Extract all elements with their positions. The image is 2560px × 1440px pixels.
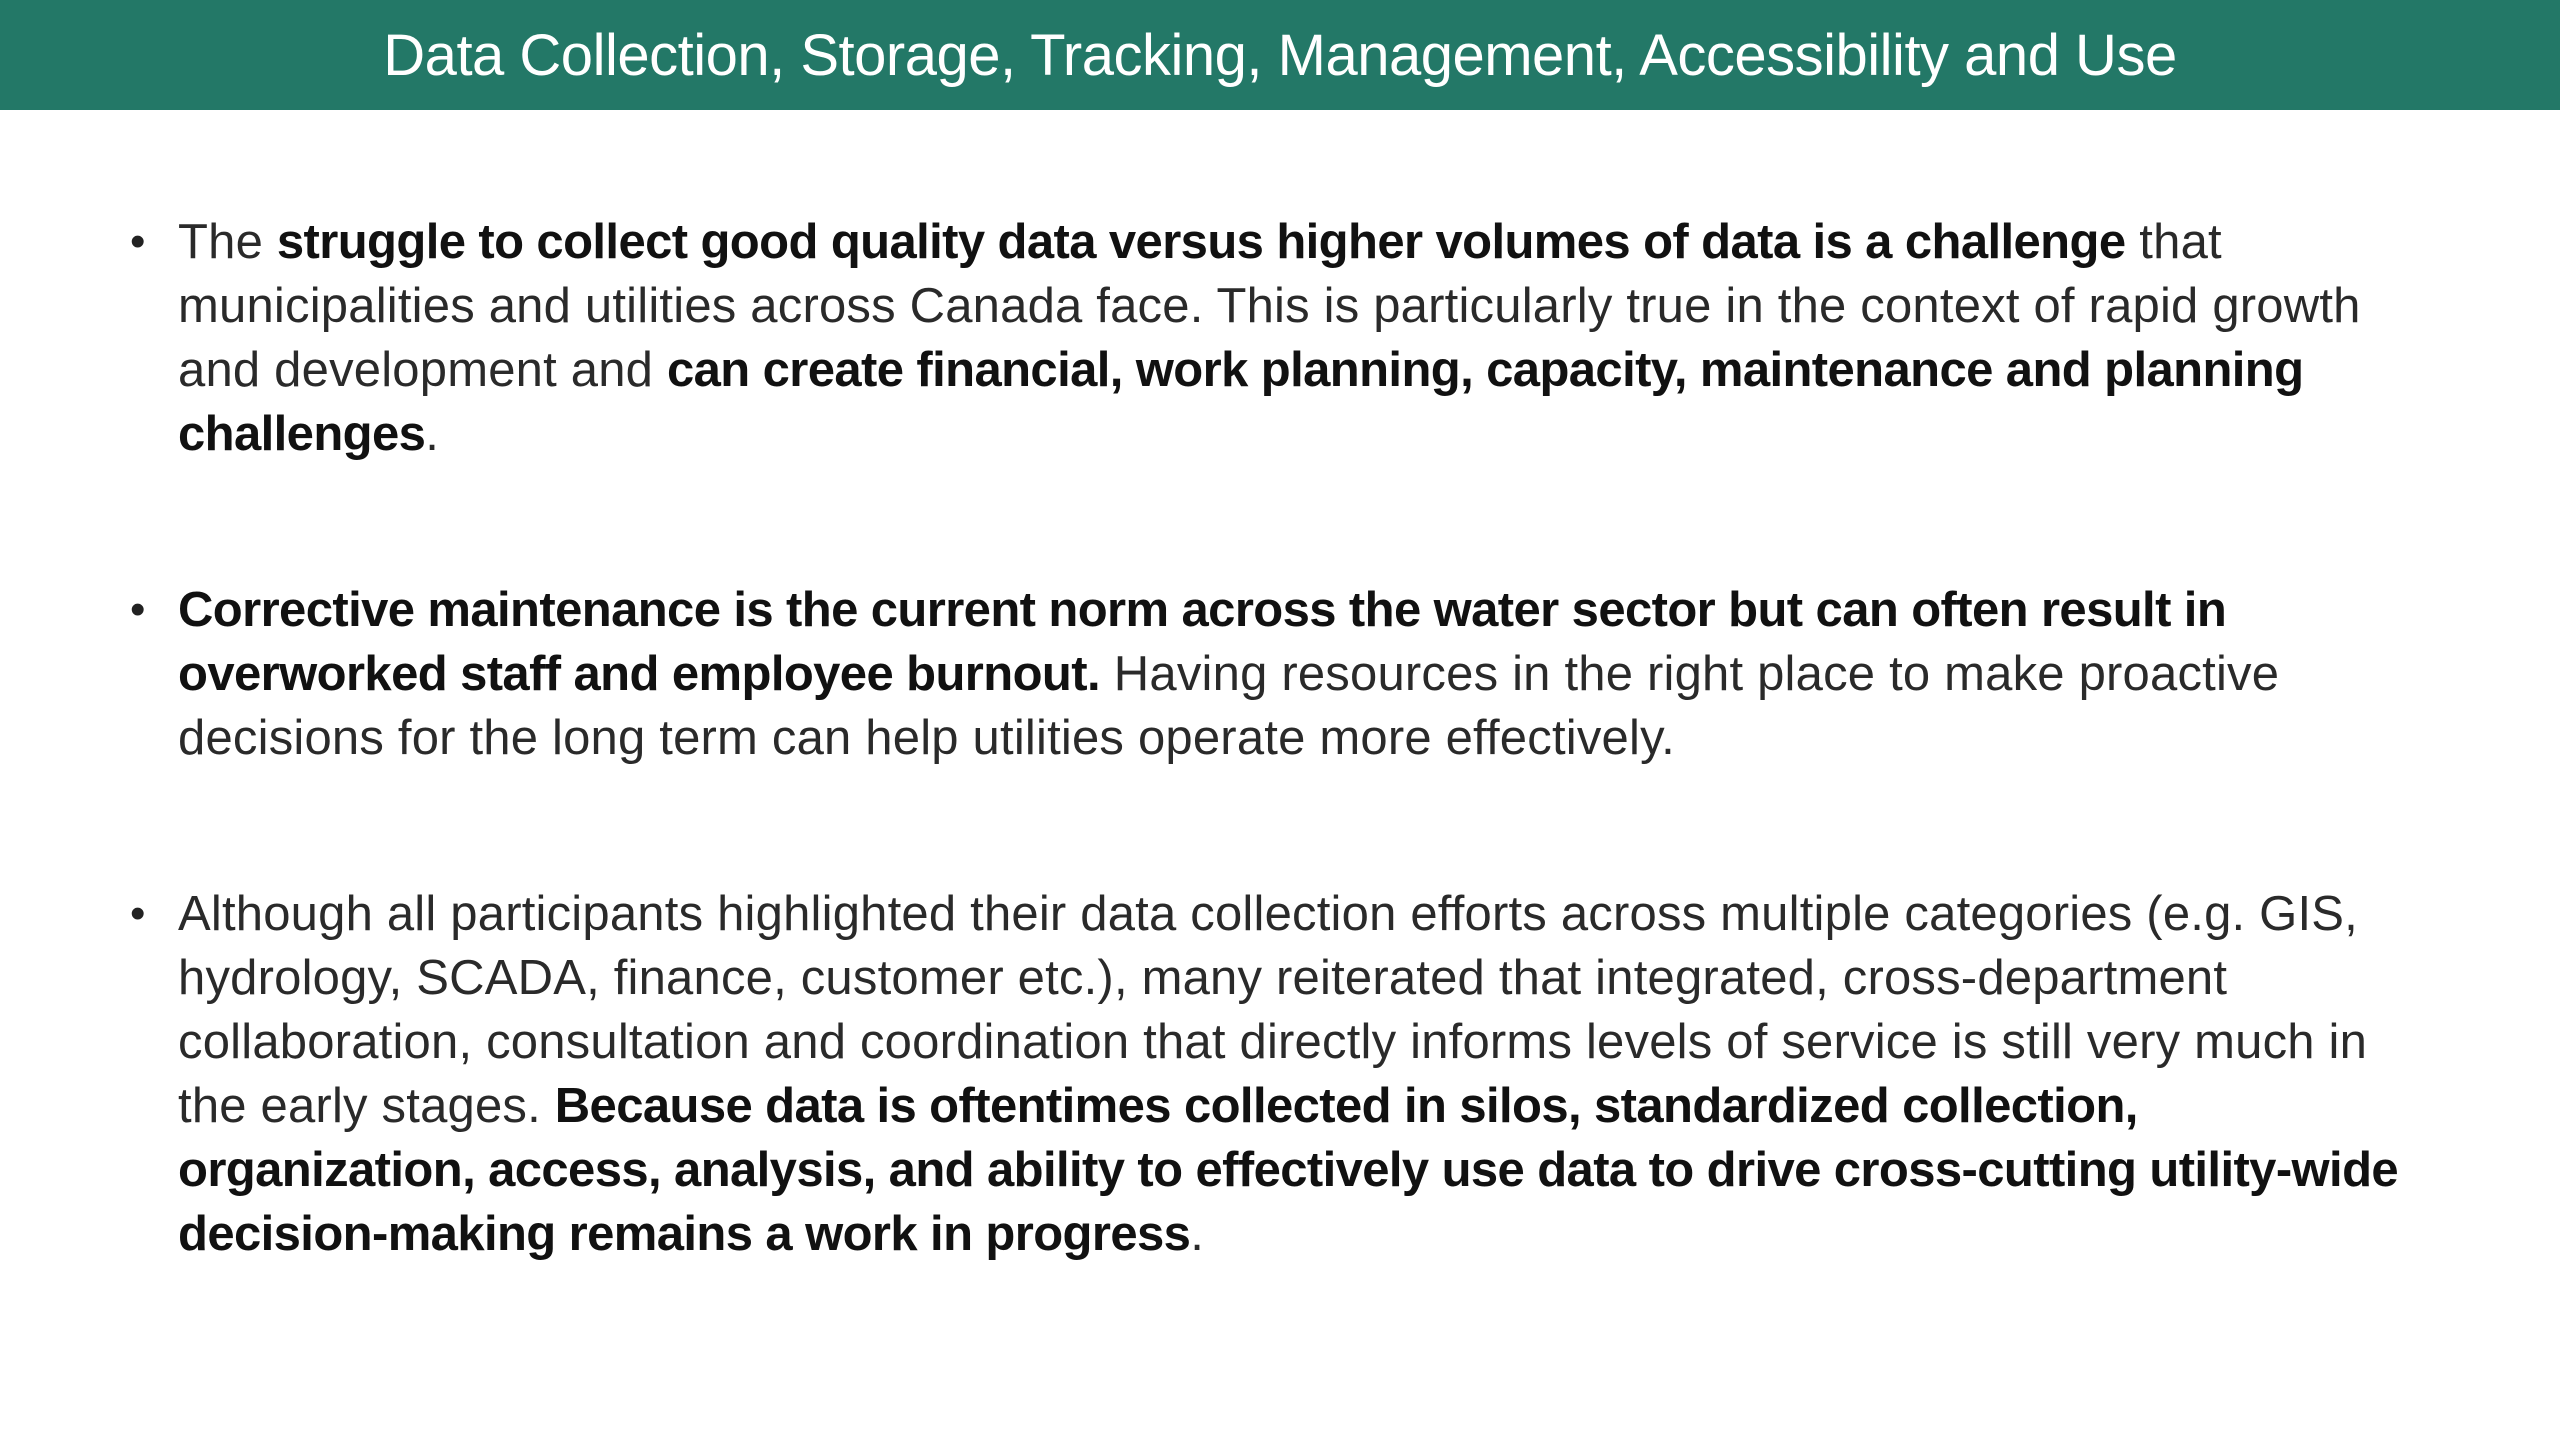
slide-title: Data Collection, Storage, Tracking, Management, Accessibility and Use bbox=[383, 22, 2177, 88]
bullet-dot-icon: • bbox=[130, 889, 146, 938]
bullet-dot-icon: • bbox=[130, 217, 146, 266]
bullet-1-seg-1: The bbox=[178, 215, 277, 269]
bullet-2-seg-1: Corrective maintenance is the current norm across the water sector but can often result in overworked staff and employee burnout. bbox=[178, 583, 2227, 701]
bullet-dot-icon: • bbox=[130, 585, 146, 634]
bullet-1-seg-5: . bbox=[425, 407, 440, 461]
bullet-3-seg-2: Because data is oftentimes collected in silos, standardized collection, organization, access, analysis, and ability to effectively use data to drive cross-cutting utility-wide decision-making remains a work in progress bbox=[178, 1079, 2399, 1261]
bullet-item-2 bbox=[130, 578, 2430, 770]
bullet-1-seg-2: struggle to collect good quality data versus higher volumes of data is a challenge bbox=[276, 215, 2126, 269]
bullet-3-seg-1: Although all participants highlighted their data collection efforts across multiple categories (e.g. GIS, hydrology, SCADA, finance, customer etc.), many reiterated that integrated, cross-department collaboration, consultation and coordination that directly informs levels of service is still very much in the early stages. bbox=[178, 887, 2368, 1133]
title-bar bbox=[0, 0, 2560, 110]
bullet-list bbox=[130, 210, 2430, 1266]
bullet-2-seg-2: Having resources in the right place to make proactive decisions for the long term can help utilities operate more effectively. bbox=[178, 647, 2280, 765]
bullet-item-3 bbox=[130, 882, 2430, 1266]
bullet-1-seg-4: can create financial, work planning, capacity, maintenance and planning challenges bbox=[178, 343, 2304, 461]
bullet-3-seg-3: . bbox=[1190, 1207, 1205, 1261]
bullet-1-seg-3: that municipalities and utilities across Canada face. This is particularly true in the context of rapid growth and development and bbox=[178, 215, 2361, 397]
bullet-item-1 bbox=[130, 210, 2430, 466]
